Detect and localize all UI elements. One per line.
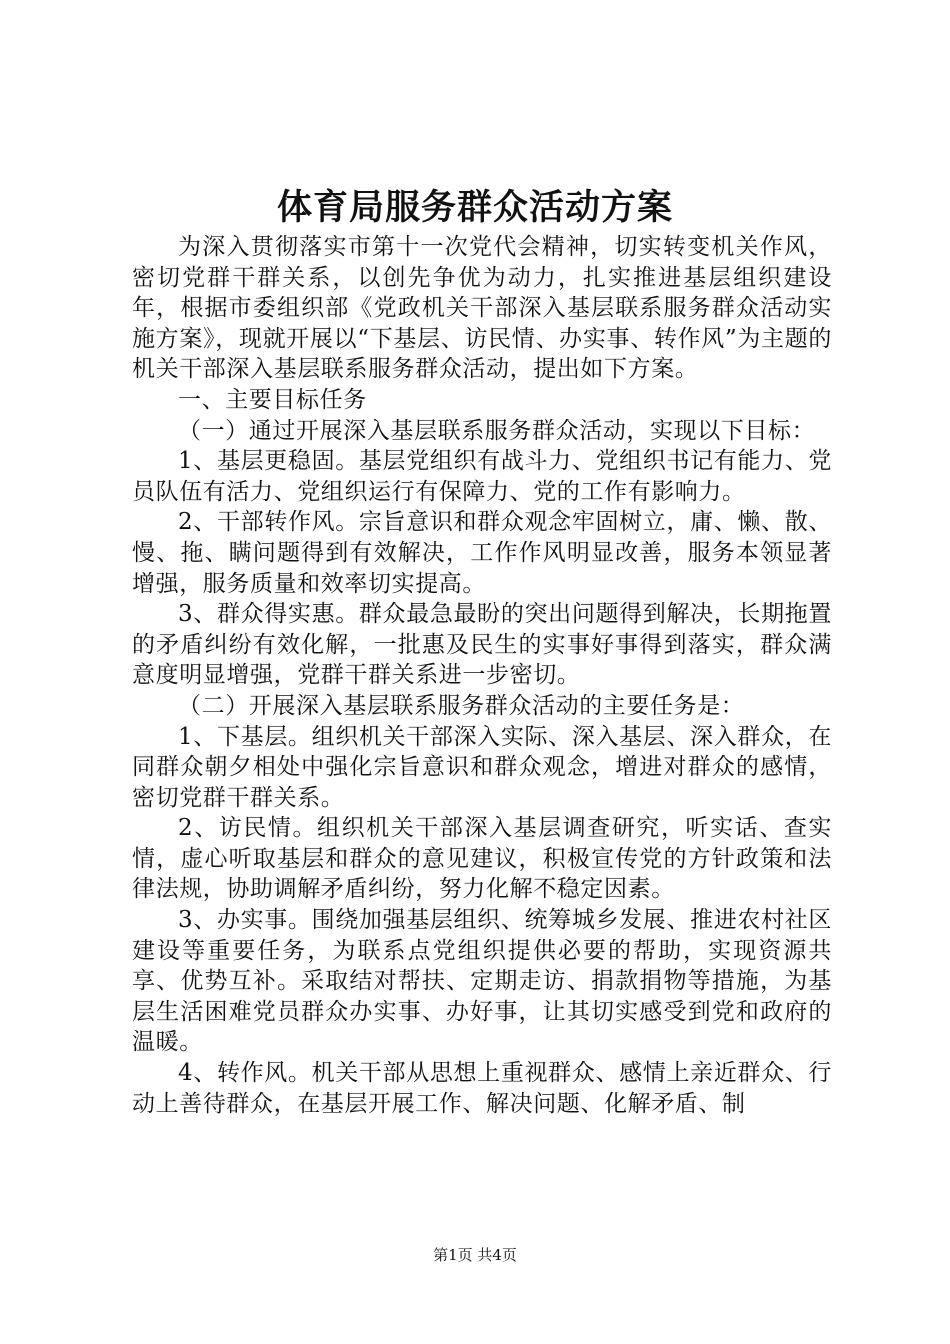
paragraph-goal-3: 3、群众得实惠。群众最急最盼的突出问题得到解决，长期拖置的矛盾纠纷有效化解，一批惠及民生的实事好事得到落实，群众满意度明显增强，党群干群关系进一步密切。 <box>132 601 832 689</box>
paragraph-intro: 为深入贯彻落实市第十一次党代会精神，切实转变机关作风，密切党群干群关系，以创先争优为动力，扎实推进基层组织建设年，根据市委组织部《党政机关干部深入基层联系服务群众活动实施方案》，现就开展以“下基层、访民情、办实事、转作风”为主题的机关干部深入基层联系服务群众活动，提出如下方案。 <box>132 234 832 383</box>
heading-main-goals: 一、主要目标任务 <box>178 386 367 413</box>
paragraph-goal-1: 1、基层更稳固。基层党组织有战斗力、党组织书记有能力、党员队伍有活力、党组织运行有保障力、党的工作有影响力。 <box>132 448 832 505</box>
paragraph-goal-2: 2、干部转作风。宗旨意识和群众观念牢固树立，庸、懒、散、慢、拖、瞒问题得到有效解决，工作作风明显改善，服务本领显著增强，服务质量和效率切实提高。 <box>132 509 832 597</box>
paragraph-task-4: 4、转作风。机关干部从思想上重视群众、感情上亲近群众、行动上善待群众，在基层开展工作、解决问题、化解矛盾、制 <box>132 1060 832 1117</box>
subheading-goals: （一）通过开展深入基层联系服务群众活动，实现以下目标： <box>178 417 816 444</box>
paragraph-task-1: 1、下基层。组织机关干部深入实际、深入基层、深入群众，在同群众朝夕相处中强化宗旨意识和群众观念，增进对群众的感情，密切党群干群关系。 <box>132 723 832 811</box>
document-title: 体育局服务群众活动方案 <box>276 187 673 228</box>
subheading-tasks: （二）开展深入基层联系服务群众活动的主要任务是： <box>178 692 745 719</box>
document-body <box>132 232 832 1119</box>
paragraph-task-3: 3、办实事。围绕加强基层组织、统筹城乡发展、推进农村社区建设等重要任务，为联系点党组织提供必要的帮助，实现资源共享、优势互补。采取结对帮扶、定期走访、捐款捐物等措施，为基层生活困难党员群众办实事、办好事，让其切实感受到党和政府的温暖。 <box>132 907 832 1056</box>
paragraph-task-2: 2、访民情。组织机关干部深入基层调查研究，听实话、查实情，虚心听取基层和群众的意见建议，积极宣传党的方针政策和法律法规，协助调解矛盾纠纷，努力化解不稳定因素。 <box>132 815 832 903</box>
page-footer: 第1页 共4页 <box>433 1246 517 1264</box>
